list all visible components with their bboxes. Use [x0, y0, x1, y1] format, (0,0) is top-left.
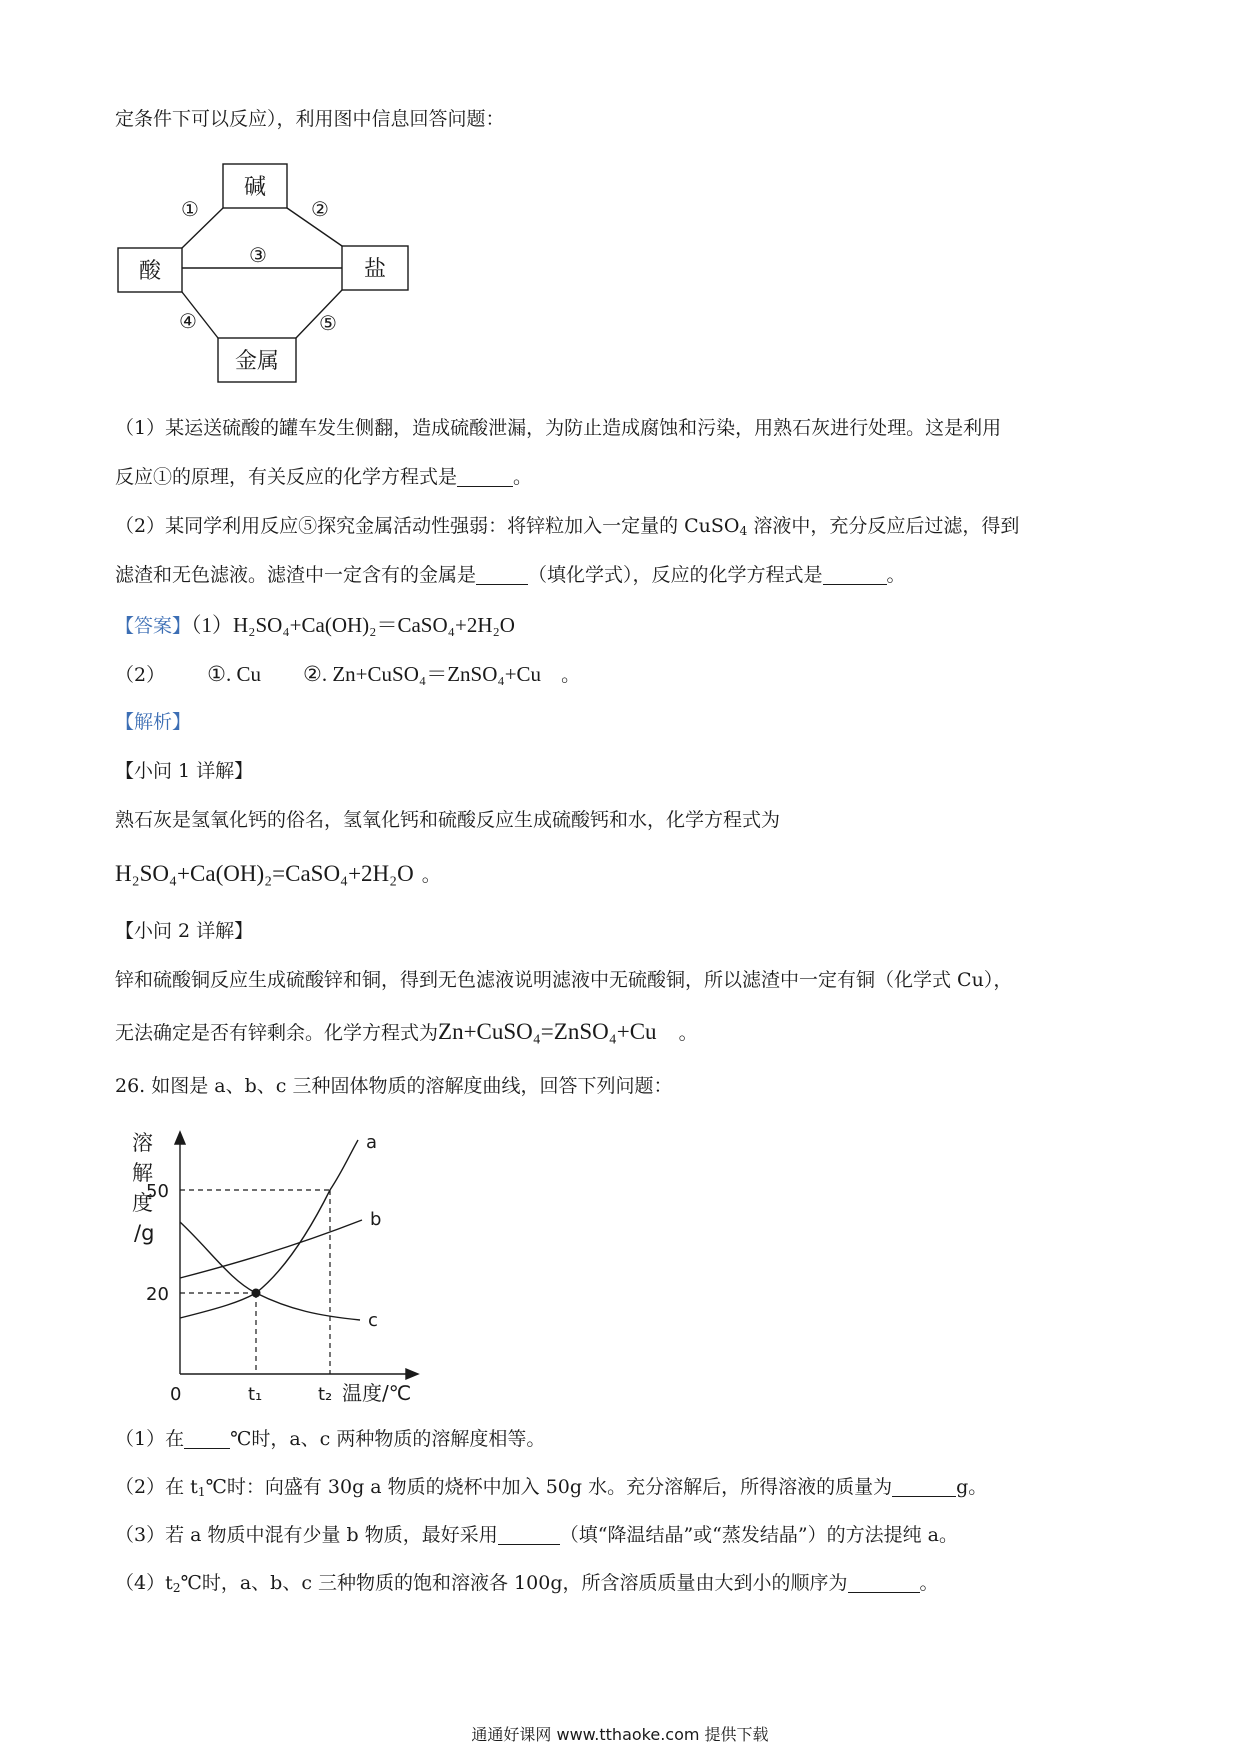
answer-blank: [848, 1573, 920, 1593]
reaction-diagram: [110, 160, 420, 385]
y-tick-50: 50: [146, 1181, 169, 1202]
subquestion-1-text: 熟石灰是氢氧化钙的俗名，氢氧化钙和硫酸反应生成硫酸钙和水，化学方程式为: [115, 809, 781, 831]
edge-4-label: ④: [179, 309, 197, 333]
base-label: 碱: [243, 175, 267, 200]
series-c-label: c: [368, 1310, 378, 1331]
salt-label: 盐: [363, 257, 387, 282]
question-26-stem: 26. 如图是 a、b、c 三种固体物质的溶解度曲线，回答下列问题：: [115, 1075, 673, 1097]
q26-sub3: （3）若 a 物质中混有少量 b 物质，最好采用 （填“降温结晶”或“蒸发结晶”）的方法提纯 a。: [115, 1524, 958, 1546]
ylabel-char-3: 度: [132, 1191, 153, 1215]
answer-blank: [892, 1477, 956, 1497]
ylabel-char-2: 解: [132, 1161, 153, 1185]
q2-line1: （2）某同学利用反应⑤探究金属活动性强弱：将锌粒加入一定量的 CuSO$_4$ 溶液中，充分反应后过滤，得到: [115, 515, 1020, 539]
x-tick-t2: t₂: [318, 1384, 333, 1405]
answer-blank: [498, 1525, 560, 1545]
q26-sub4: $(4)t_2℃$时，a、b、c 三种物质的饱和溶液各 100g，所含溶质质量由大到小的顺序为 。: [115, 1572, 939, 1596]
series-b-label: b: [370, 1209, 382, 1230]
answer-line1: 【答案】（1）H₂SO₄+Ca(OH)₂＝CaSO₄+2H₂O: [115, 613, 515, 637]
subquestion-2-title: 【小问 2 详解】: [115, 920, 254, 942]
ylabel-char-1: 溶: [132, 1131, 153, 1155]
y-axis-arrow: [175, 1132, 185, 1144]
xlabel: 温度/℃: [342, 1381, 412, 1405]
answer-blank: [476, 565, 528, 585]
subquestion-2-text2: 无法确定是否有锌剩余。化学方程式为Zn+CuSO₄=ZnSO₄+Cu 。: [115, 1019, 698, 1044]
origin-label: 0: [170, 1384, 182, 1405]
answer-blank: [184, 1429, 230, 1449]
ylabel-char-4: /g: [134, 1221, 155, 1245]
q1-line2: 反应①的原理，有关反应的化学方程式是 。: [115, 466, 533, 488]
analysis-label: 【解析】: [115, 711, 192, 733]
q26-sub1: （1）在 ℃时，a、c 两种物质的溶解度相等。: [115, 1428, 546, 1450]
series-a-label: a: [366, 1132, 378, 1153]
footer: 通通好课网 www.tthaoke.com 提供下载: [471, 1725, 769, 1744]
answer-blank: [457, 467, 513, 487]
intro-text: 定条件下可以反应），利用图中信息回答问题：: [115, 108, 505, 130]
edge-5-label: ⑤: [319, 311, 337, 335]
q2-line2: 滤渣和无色滤液。滤渣中一定含有的金属是 （填化学式），反应的化学方程式是 。: [115, 564, 906, 586]
curve-a: [180, 1140, 358, 1318]
subquestion-1-equation: H₂SO₄+Ca(OH)₂=CaSO₄+2H₂O 。: [115, 861, 441, 886]
answer-line2: （2） ①. Cu ②. Zn+CuSO₄＝ZnSO₄+Cu 。: [115, 662, 581, 686]
q1-line1: （1）某运送硫酸的罐车发生侧翻，造成硫酸泄漏，为防止造成腐蚀和污染，用熟石灰进行处理。这是利用: [115, 417, 1002, 439]
x-tick-t1: t₁: [248, 1384, 263, 1405]
subquestion-2-text1: 锌和硫酸铜反应生成硫酸锌和铜，得到无色滤液说明滤液中无硫酸铜，所以滤渣中一定有铜（化学式 Cu），: [115, 969, 1013, 991]
intersection-point: [252, 1289, 261, 1298]
subquestion-1-title: 【小问 1 详解】: [115, 760, 254, 782]
edge-3-label: ③: [249, 243, 267, 267]
y-tick-20: 20: [146, 1284, 169, 1305]
solubility-chart: [110, 1120, 430, 1405]
edge-1-label: ①: [181, 197, 199, 221]
answer-label: 【答案】: [115, 615, 192, 637]
metal-label: 金属: [234, 349, 280, 374]
answer-blank: [823, 565, 887, 585]
edge-2-label: ②: [311, 197, 329, 221]
q26-sub2: （2）在 $t_1℃$时：向盛有 30g a 物质的烧杯中加入 50g 水。充分溶解后，所得溶液的质量为 g。: [115, 1476, 988, 1500]
x-axis-arrow: [406, 1369, 418, 1379]
acid-label: 酸: [138, 259, 162, 284]
